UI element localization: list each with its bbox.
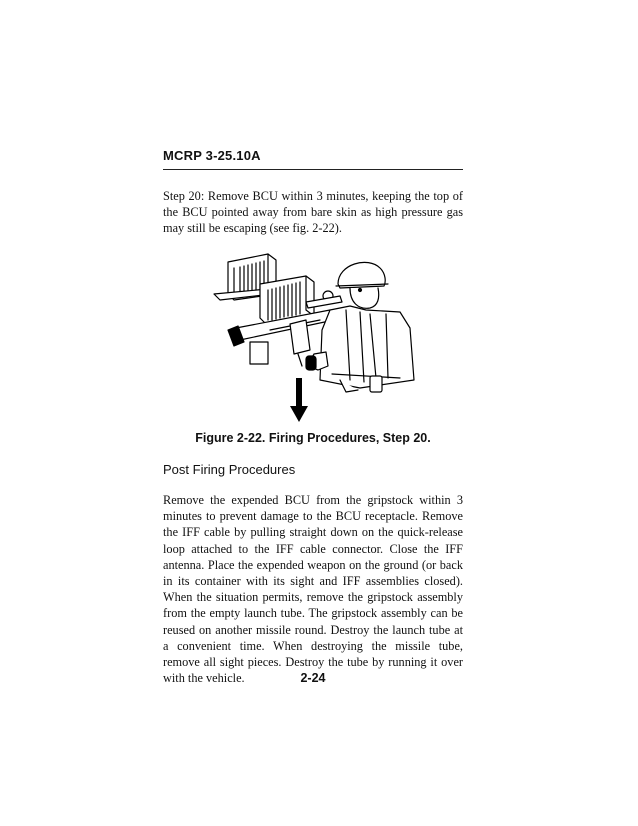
page-number: 2-24 bbox=[300, 671, 326, 685]
running-header: MCRP 3-25.10A bbox=[163, 148, 261, 163]
down-arrow bbox=[290, 378, 308, 422]
section-heading: Post Firing Procedures bbox=[163, 462, 296, 477]
header-rule bbox=[163, 169, 463, 170]
soldier bbox=[306, 262, 414, 392]
body-paragraph: Remove the expended BCU from the gripstock within 3 minutes to prevent damage to the BCU receptacle. Remove the IFF cable by pulling straight down on the quick-release loop attached to the IFF cable connector. Close the IFF antenna. Place the expended weapon on the ground (or back in its container with its sight and IFF assemblies closed). When the situation permits, remove the gripstock assembly from the empty launch tube. The gripstock assembly can be reused on another missile round. Destroy the launch tube at a convenient time. When destroying the missile tube, remove all sight pieces. Destroy the tube by running it over with the vehicle. bbox=[163, 493, 463, 686]
figure-illustration bbox=[210, 250, 422, 428]
figure-caption: Figure 2-22. Firing Procedures, Step 20. bbox=[195, 431, 431, 445]
step-paragraph: Step 20: Remove BCU within 3 minutes, keeping the top of the BCU pointed away from bare skin as high pressure gas may still be escaping (see fig. 2-22). bbox=[163, 189, 463, 236]
